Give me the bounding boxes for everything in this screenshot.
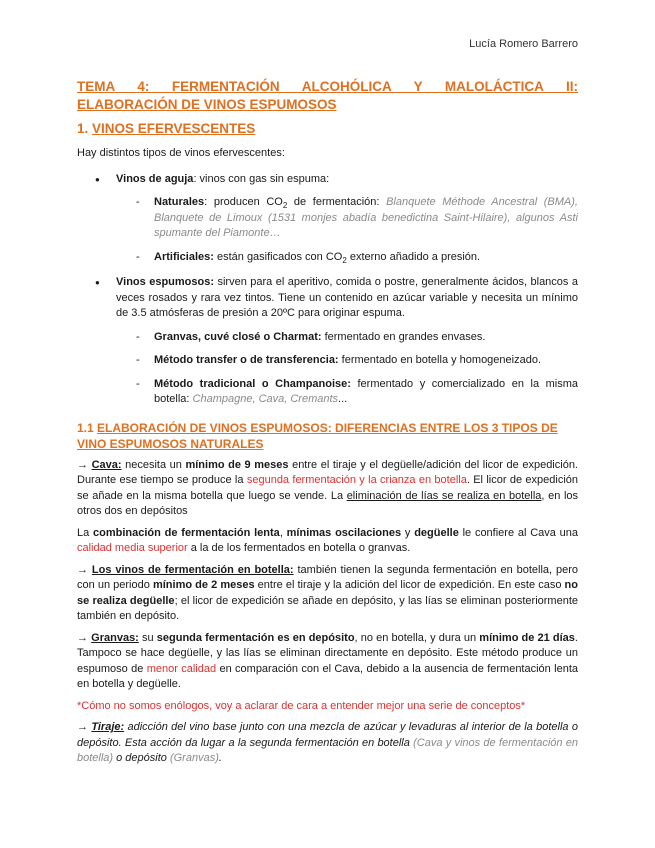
bullet-vinos-espumosos: ● Vinos espumosos: sirven para el aperitivo, comida o postre, generalmente ácidos, blancos a veces rosados y rara vez tintos. Tiene un contenido en azúcar variable y necesita un mínimo de 3.5 atmósferas de presión a 20ºC para originar espuma. — [77, 275, 578, 322]
section-1-1-heading: 1.1 ELABORACIÓN DE VINOS ESPUMOSOS: DIFERENCIAS ENTRE LOS 3 TIPOS DE VINO ESPUMOSOS NATURALES — [77, 420, 558, 451]
sub-artificiales: - Artificiales: están gasificados con $CO_2$ externo añadido a presión. — [77, 250, 578, 266]
paragraph-cava: → Cava: necesita un mínimo de 9 meses entre el tiraje y el degüelle/adición del licor de expedición. Durante ese tiempo se produce la segunda fermentación y la crianza en botella. El licor de expedición se añade en la misma botella que luego se vende. La eliminación de lías se realiza en botella, en los otros dos en depósitos — [77, 458, 579, 517]
bullet-vinos-aguja: ● Vinos de aguja: vinos con gas sin espuma: — [77, 172, 578, 188]
sub-naturales: - Naturales: producen $CO_2$ de fermentación: Blanquete Méthode Ancestral (BMA), Blanquete de Limoux (1531 monjes abadía benedictina Saint-Hilaire), algunos Asti spumante del Piamonte… — [77, 195, 578, 242]
note-conceptos: *Cómo no somos enólogos, voy a aclarar de cara a entender mejor una serie de conceptos* — [77, 699, 526, 712]
sub-transfer: - Método transfer o de transferencia: fermentado en botella y homogeneizado. — [77, 353, 578, 369]
sub-tradicional: - Método tradicional o Champanoise: fermentado y comercializado en la misma botella: Champagne, Cava, Cremants... — [77, 377, 578, 408]
author-name: Lucía Romero Barrero — [469, 38, 578, 50]
section-1-heading: 1. VINOS EFERVESCENTES — [77, 121, 256, 136]
paragraph-granvas: → Granvas: su segunda fermentación es en depósito, no en botella, y dura un mínimo de 21 días. Tampoco se hace degüelle, y las lías se eliminan directamente en depósito. Este método produce un espumoso de menor calidad en comparación con el Cava, debido a la ausencia de fermentación lenta en botella y degüelle. — [77, 631, 578, 690]
section-1-intro: Hay distintos tipos de vinos efervescentes: — [77, 147, 285, 159]
document-body — [77, 78, 578, 767]
document-title-line1: TEMA 4: FERMENTACIÓN ALCOHÓLICA Y MALOLÁCTICA II: — [77, 79, 578, 94]
sub-granvas: - Granvas, cuvé closé o Charmat: fermentado en grandes envases. — [77, 330, 578, 346]
paragraph-combinacion: La combinación de fermentación lenta, mínimas oscilaciones y degüelle le confiere al Cava una calidad media superior a la de los fermentados en botella o granvas. — [77, 526, 579, 554]
paragraph-botella: → Los vinos de fermentación en botella: también tienen la segunda fermentación en botella, pero con un periodo mínimo de 2 meses entre el tiraje y la adición del licor de expedición. En este caso no se realiza degüelle; el licor de expedición se añade en depósito, y las lías se eliminan posteriormente también en depósito. — [77, 563, 579, 622]
paragraph-tiraje: → Tiraje: adicción del vino base junto con una mezcla de azúcar y levaduras al interior de la botella o depósito. Esta acción da lugar a la segunda fermentación en botella (Cava y vinos de fermentación en botella) o depósito (Granvas). — [77, 721, 578, 764]
document-title-line2: ELABORACIÓN DE VINOS ESPUMOSOS — [77, 97, 337, 112]
